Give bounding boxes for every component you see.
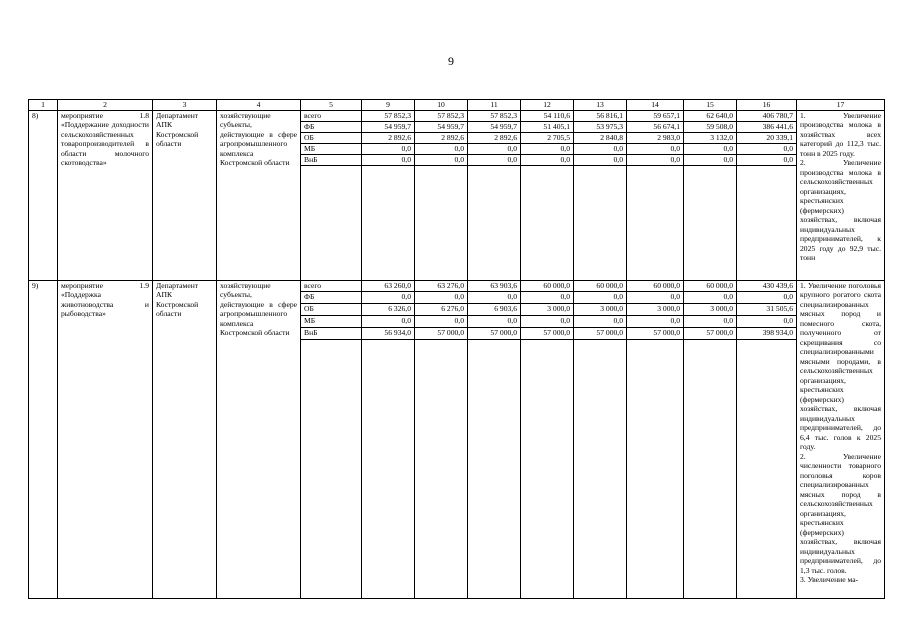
amount-cell: 63 260,0 [362,281,415,292]
amount-cell: 3 000,0 [574,304,627,316]
measure-name: мероприятие 1.9 «Поддержка животноводства и рыбоводства» [58,281,153,599]
amount-cell: 0,0 [627,144,684,155]
empty-cell [627,340,684,599]
amount-cell: 57 000,0 [684,328,737,340]
amount-cell: 0,0 [415,144,468,155]
amount-cell: 0,0 [362,292,415,304]
table-row [29,111,885,122]
header-cell: 13 [574,100,627,111]
amount-cell: 2 705,5 [521,133,574,144]
table-row [29,281,885,292]
amount-cell: 0,0 [627,316,684,328]
amount-cell: 0,0 [468,316,521,328]
empty-cell [301,166,362,281]
amount-cell: 60 000,0 [684,281,737,292]
empty-cell [468,340,521,599]
amount-cell: 3 000,0 [521,304,574,316]
amount-cell: 3 000,0 [627,304,684,316]
amount-cell: 0,0 [521,155,574,166]
expected-result: 1. Увеличение поголовья крупного рогатого скота специализированных мясных пород и помесного скота, полученного от скрещивания со специализированными мясными породами, в сельскохозяйственных организациях, крестьянских (фермерских) хозяйствах, включая индивидуальных предпринимателей, до 6,4 тыс. голов к 2025 году. 2. Увеличение численности товарного поголовья коров специализированных мясных пород в сельскохозяйственных организациях, крестьянских (фермерских) хозяйствах, включая индивидуальных предпринимателей, до 1,3 тыс. голов. 3. Увеличение ма- [797,281,885,599]
empty-cell [574,166,627,281]
amount-cell: 0,0 [415,155,468,166]
amount-cell: 53 975,3 [574,122,627,133]
empty-cell [737,166,797,281]
empty-cell [415,340,468,599]
amount-cell: 57 852,3 [468,111,521,122]
amount-cell: 51 405,1 [521,122,574,133]
funding-source-label: всего [301,281,362,292]
amount-cell: 0,0 [362,316,415,328]
amount-cell: 57 000,0 [468,328,521,340]
funding-source-label: МБ [301,144,362,155]
empty-cell [301,340,362,599]
amount-cell: 2 892,6 [415,133,468,144]
amount-cell: 0,0 [415,316,468,328]
header-cell: 17 [797,100,885,111]
amount-cell: 430 439,6 [737,281,797,292]
funding-source-label: ВнБ [301,328,362,340]
header-cell: 5 [301,100,362,111]
amount-cell: 57 852,3 [362,111,415,122]
empty-cell [737,340,797,599]
amount-cell: 0,0 [737,316,797,328]
amount-cell: 54 959,7 [415,122,468,133]
amount-cell: 6 326,0 [362,304,415,316]
amount-cell: 3 000,0 [684,304,737,316]
amount-cell: 63 903,6 [468,281,521,292]
amount-cell: 60 000,0 [627,281,684,292]
header-cell: 12 [521,100,574,111]
amount-cell: 0,0 [684,144,737,155]
amount-cell: 57 000,0 [574,328,627,340]
amount-cell: 0,0 [362,155,415,166]
amount-cell: 60 000,0 [574,281,627,292]
funding-source-label: ФБ [301,122,362,133]
empty-cell [521,166,574,281]
amount-cell: 0,0 [362,144,415,155]
amount-cell: 406 780,7 [737,111,797,122]
participants: хозяйствующие субъекты, действующие в сфере агропромышленного комплекса Костромской области [217,111,301,281]
amount-cell: 0,0 [737,144,797,155]
executor: Департамент АПК Костромской области [153,281,217,599]
amount-cell: 0,0 [468,155,521,166]
amount-cell: 2 892,6 [468,133,521,144]
amount-cell: 54 959,7 [362,122,415,133]
program-table [28,99,885,599]
row-number: 9) [29,281,58,599]
amount-cell: 0,0 [627,155,684,166]
amount-cell: 54 959,7 [468,122,521,133]
amount-cell: 0,0 [684,292,737,304]
empty-cell [362,340,415,599]
amount-cell: 6 903,6 [468,304,521,316]
funding-source-label: ВнБ [301,155,362,166]
empty-cell [468,166,521,281]
empty-cell [684,166,737,281]
funding-source-label: МБ [301,316,362,328]
measure-name: мероприятие 1.8 «Поддержание доходности сельскохозяйственных товаропроизводителей в области молочного скотоводства» [58,111,153,281]
funding-source-label: ФБ [301,292,362,304]
amount-cell: 0,0 [574,316,627,328]
amount-cell: 62 640,0 [684,111,737,122]
amount-cell: 0,0 [521,292,574,304]
amount-cell: 0,0 [521,144,574,155]
amount-cell: 0,0 [574,292,627,304]
amount-cell: 59 508,0 [684,122,737,133]
empty-cell [627,166,684,281]
amount-cell: 56 674,1 [627,122,684,133]
amount-cell: 60 000,0 [521,281,574,292]
amount-cell: 398 934,0 [737,328,797,340]
amount-cell: 2 983,0 [627,133,684,144]
amount-cell: 0,0 [737,155,797,166]
amount-cell: 57 000,0 [415,328,468,340]
amount-cell: 386 441,6 [737,122,797,133]
amount-cell: 54 110,6 [521,111,574,122]
amount-cell: 0,0 [468,144,521,155]
amount-cell: 59 657,1 [627,111,684,122]
empty-cell [574,340,627,599]
header-cell: 3 [153,100,217,111]
amount-cell: 6 276,0 [415,304,468,316]
executor: Департамент АПК Костромской области [153,111,217,281]
empty-cell [362,166,415,281]
amount-cell: 3 132,0 [684,133,737,144]
header-cell: 16 [737,100,797,111]
row-number: 8) [29,111,58,281]
page-number: 9 [448,54,454,68]
amount-cell: 0,0 [574,144,627,155]
header-cell: 11 [468,100,521,111]
header-cell: 10 [415,100,468,111]
empty-cell [684,340,737,599]
header-cell: 15 [684,100,737,111]
amount-cell: 20 339,1 [737,133,797,144]
amount-cell: 0,0 [415,292,468,304]
header-cell: 4 [217,100,301,111]
amount-cell: 56 816,1 [574,111,627,122]
header-row [29,100,885,111]
amount-cell: 2 840,8 [574,133,627,144]
amount-cell: 56 934,0 [362,328,415,340]
amount-cell: 0,0 [684,316,737,328]
header-cell: 1 [29,100,58,111]
amount-cell: 0,0 [627,292,684,304]
funding-source-label: ОБ [301,304,362,316]
amount-cell: 63 276,0 [415,281,468,292]
amount-cell: 57 852,3 [415,111,468,122]
header-cell: 9 [362,100,415,111]
amount-cell: 0,0 [684,155,737,166]
amount-cell: 31 505,6 [737,304,797,316]
amount-cell: 2 892,6 [362,133,415,144]
amount-cell: 57 000,0 [521,328,574,340]
empty-cell [415,166,468,281]
expected-result: 1. Увеличение производства молока в хозяйствах всех категорий до 112,3 тыс. тонн в 2025 году. 2. Увеличение производства молока в сельскохозяйственных организациях, крестьянских (фермерских) хозяйствах, включая индивидуальных предпринимателей, к 2025 году до 92,9 тыс. тонн [797,111,885,281]
empty-cell [521,340,574,599]
amount-cell: 0,0 [574,155,627,166]
amount-cell: 57 000,0 [627,328,684,340]
amount-cell: 0,0 [468,292,521,304]
funding-source-label: ОБ [301,133,362,144]
funding-source-label: всего [301,111,362,122]
header-cell: 14 [627,100,684,111]
amount-cell: 0,0 [521,316,574,328]
header-cell: 2 [58,100,153,111]
amount-cell: 0,0 [737,292,797,304]
participants: хозяйствующие субъекты, действующие в сфере агропромышленного комплекса Костромской области [217,281,301,599]
